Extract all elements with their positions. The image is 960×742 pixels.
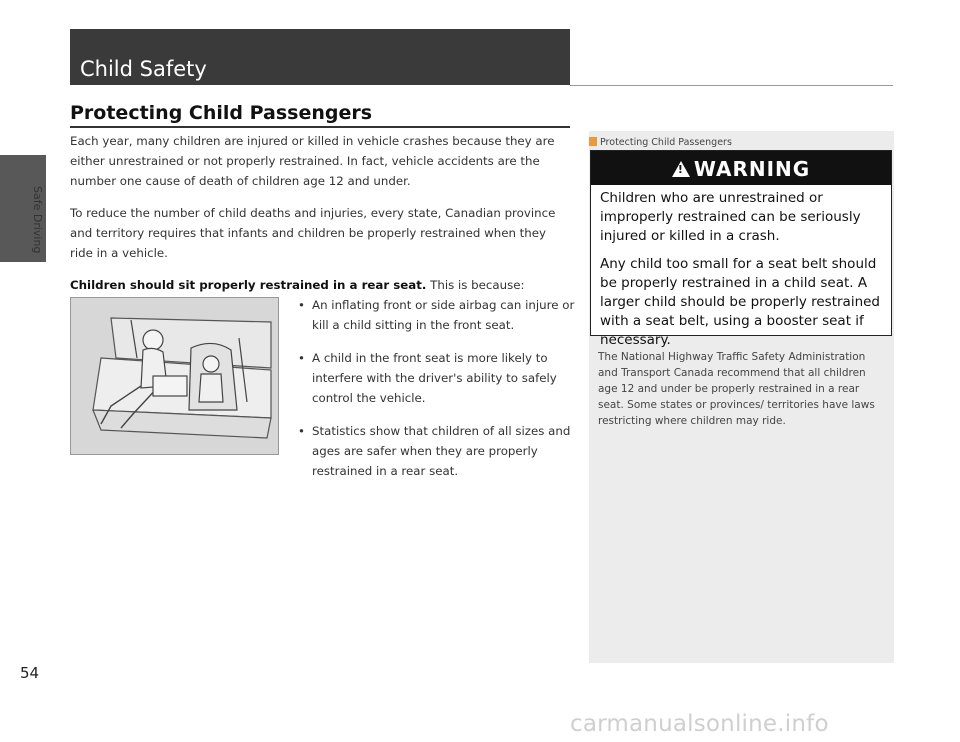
rear-seat-paragraph bbox=[70, 275, 570, 295]
notes-heading bbox=[589, 136, 732, 149]
bullet-dot: • bbox=[298, 351, 305, 365]
section-heading: Protecting Child Passengers bbox=[70, 102, 373, 124]
bullet-item bbox=[298, 421, 580, 481]
rear-seat-illustration bbox=[70, 297, 279, 455]
bullet-item bbox=[298, 295, 580, 335]
warning-title-text: WARNING bbox=[693, 157, 811, 181]
notes-heading-text: Protecting Child Passengers bbox=[600, 137, 732, 148]
bookmark-icon bbox=[589, 137, 597, 146]
page-number: 54 bbox=[20, 664, 40, 682]
section-label: Safe Driving bbox=[31, 186, 44, 254]
intro-paragraph: Each year, many children are injured or killed in vehicle crashes because they are either unrestrained or not properly restrained. In fact, vehicle accidents are the number one cause of death of children age 12 and under. bbox=[70, 134, 555, 188]
rear-seat-tail: This is because: bbox=[426, 278, 525, 292]
bullet-dot: • bbox=[298, 424, 305, 438]
warning-title bbox=[591, 157, 891, 181]
bullet-item bbox=[298, 348, 580, 408]
title-rule bbox=[570, 85, 893, 86]
heading-rule bbox=[70, 126, 570, 128]
law-paragraph: To reduce the number of child deaths and injuries, every state, Canadian province and territory requires that infants and children be properly restrained when they ride in a vehicle. bbox=[70, 206, 556, 260]
bullet-text: Statistics show that children of all sizes and ages are safer when they are properly restrained in a rear seat. bbox=[312, 424, 571, 478]
bullet-text: A child in the front seat is more likely to interfere with the driver's ability to safely control the vehicle. bbox=[312, 351, 557, 405]
bullet-text: An inflating front or side airbag can injure or kill a child sitting in the front seat. bbox=[312, 298, 575, 332]
warning-text: Any child too small for a seat belt should be properly restrained in a child seat. A larger child should be properly restrained with a seat belt, using a booster seat if necessary. bbox=[600, 256, 881, 348]
rear-seat-lead: Children should sit properly restrained in a rear seat. bbox=[70, 278, 427, 292]
watermark: carmanualsonline.info bbox=[570, 711, 829, 737]
warning-triangle-icon bbox=[672, 161, 690, 177]
chapter-title: Child Safety bbox=[80, 57, 207, 81]
warning-text: Children who are unrestrained or improperly restrained can be seriously injured or killed in a crash. bbox=[600, 190, 861, 244]
rear-seat-drawing bbox=[71, 298, 278, 454]
bullet-dot: • bbox=[298, 298, 305, 312]
note-text: The National Highway Traffic Safety Administration and Transport Canada recommend that all children age 12 and under be properly restrained in a rear seat. Some states or provinces/ territories have laws restricting where children may ride. bbox=[598, 351, 875, 427]
warning-box bbox=[590, 150, 892, 348]
